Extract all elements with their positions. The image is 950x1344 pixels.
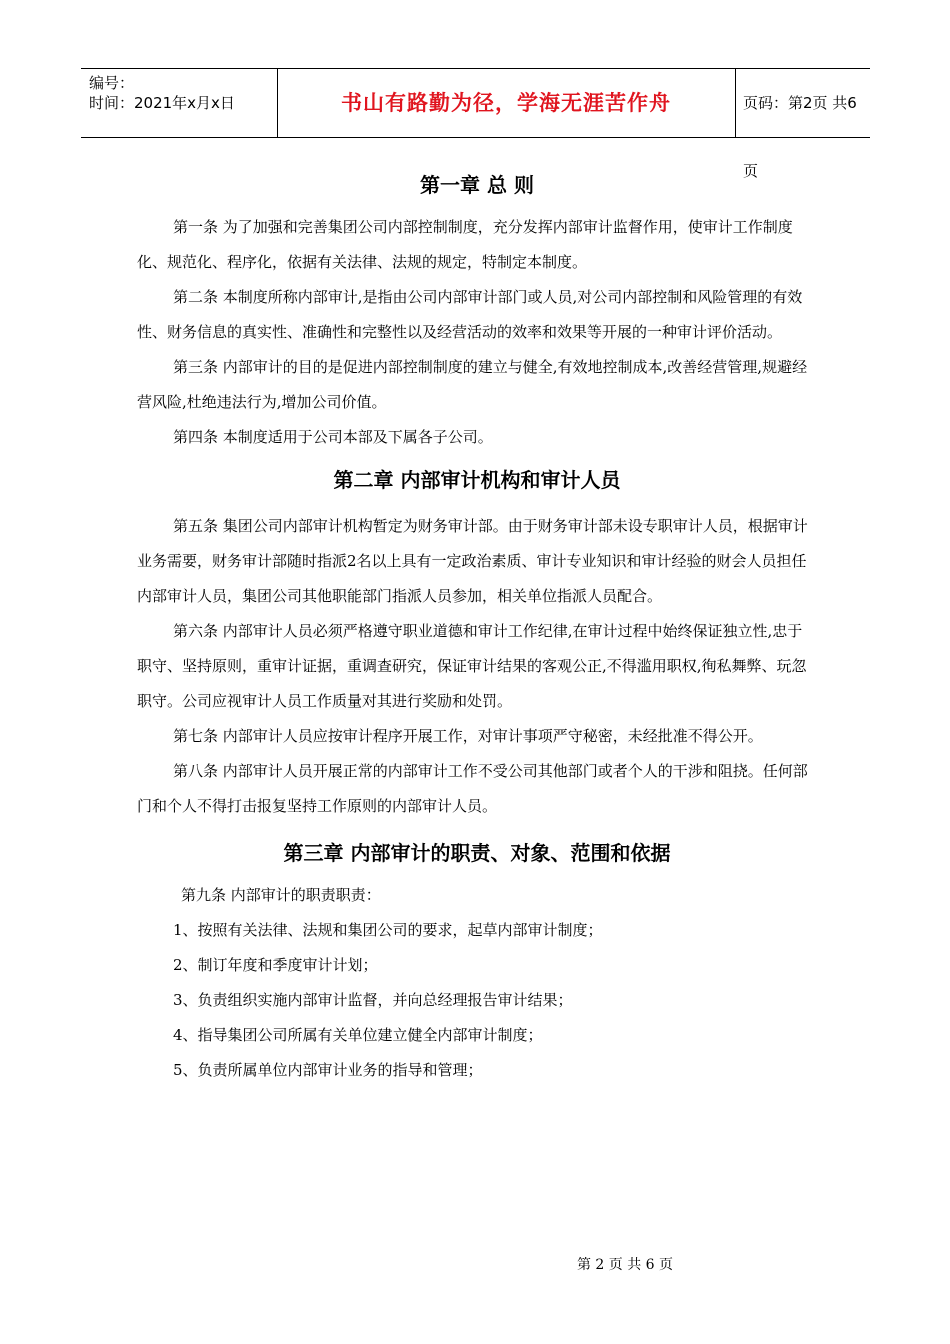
number-label: 编号： (89, 74, 135, 92)
article-paragraph: 第八条 内部审计人员开展正常的内部审计工作不受公司其他部门或者个人的干涉和阻挠。任何部门和个人不得打击报复坚持工作原则的内部审计人员。 (137, 762, 808, 815)
article-paragraph: 第五条 集团公司内部审计机构暂定为财务审计部。由于财务审计部未设专职审计人员，根据审计业务需要，财务审计部随时指派2名以上具有一定政治素质、审计专业知识和审计经验的财会人员担任内部审计人员，集团公司其他职能部门指派人员参加，相关单位指派人员配合。 (137, 517, 808, 605)
document-header (81, 68, 870, 180)
article-paragraph: 第九条 内部审计的职责职责： (181, 886, 381, 904)
chapter-title: 第二章 内部审计机构和审计人员 (333, 468, 621, 492)
article-paragraph: 第四条 本制度适用于公司本部及下属各子公司。 (173, 428, 493, 446)
list-item: 4、指导集团公司所属有关单位建立健全内部审计制度； (173, 1026, 543, 1044)
chapter-title: 第三章 内部审计的职责、对象、范围和依据 (283, 841, 671, 865)
article-paragraph: 第一条 为了加强和完善集团公司内部控制制度，充分发挥内部审计监督作用，使审计工作制度化、规范化、程序化，依据有关法律、法规的规定，特制定本制度。 (137, 218, 793, 271)
article-paragraph: 第三条 内部审计的目的是促进内部控制制度的建立与健全,有效地控制成本,改善经营管理,规避经营风险,杜绝违法行为,增加公司价值。 (137, 358, 808, 411)
article-paragraph: 第二条 本制度所称内部审计,是指由公司内部审计部门或人员,对公司内部控制和风险管理的有效性、财务信息的真实性、准确性和完整性以及经营活动的效率和效果等开展的一种审计评价活动。 (137, 288, 803, 341)
page-footer: 第 2 页 共 6 页 (576, 1257, 674, 1273)
list-item: 3、负责组织实施内部审计监督，并向总经理报告审计结果； (173, 991, 573, 1009)
article-paragraph: 第七条 内部审计人员应按审计程序开展工作，对审计事项严守秘密，未经批准不得公开。 (173, 727, 763, 745)
article-paragraph: 第六条 内部审计人员必须严格遵守职业道德和审计工作纪律,在审计过程中始终保证独立性,忠于职守、坚持原则，重审计证据，重调查研究，保证审计结果的客观公正,不得滥用职权,徇私舞弊、玩忽职守。公司应视审计人员工作质量对其进行奖励和处罚。 (137, 622, 807, 710)
header-page-info: 页码：第2页 共6页 (743, 94, 857, 180)
time-label: 时间：2021年x月x日 (89, 94, 235, 112)
list-item: 1、按照有关法律、法规和集团公司的要求，起草内部审计制度； (173, 921, 603, 939)
list-item: 5、负责所属单位内部审计业务的指导和管理； (173, 1061, 483, 1079)
header-motto: 书山有路勤为径，学海无涯苦作舟 (277, 69, 736, 137)
document-body (137, 164, 817, 1088)
header-meta-cell (81, 69, 278, 137)
list-item: 2、制订年度和季度审计计划； (173, 956, 378, 974)
chapter-title: 第一章 总 则 (420, 173, 534, 197)
